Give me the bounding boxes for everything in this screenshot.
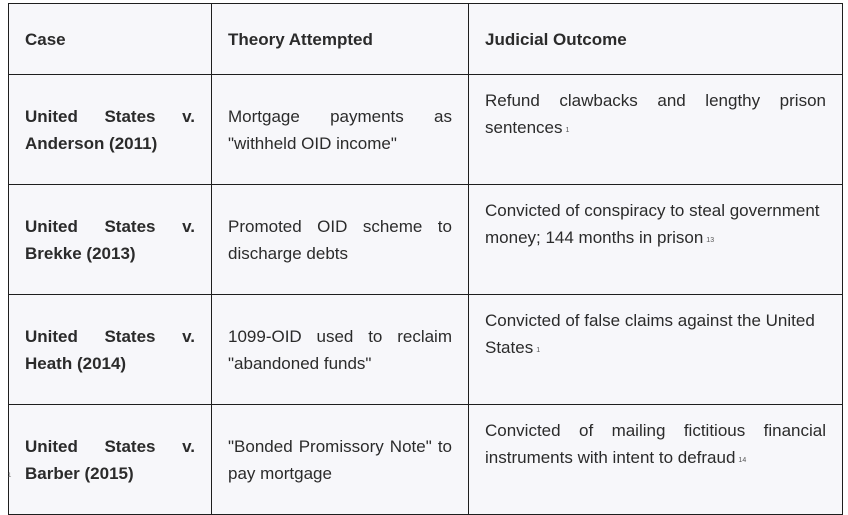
footnote-ref[interactable]: 1 (536, 347, 541, 354)
outcome-text: Convicted of mailing fictitious financial instruments with intent to defraud (485, 421, 826, 467)
table-row (9, 75, 843, 185)
case-cell: United States v. Anderson (2011) (9, 75, 212, 185)
case-cell: United States v. Barber (2015) (9, 405, 212, 515)
header-theory: Theory Attempted (212, 4, 469, 75)
outcome-cell (469, 75, 843, 185)
outcome-text: Convicted of conspiracy to steal government money; 144 months in prison (485, 201, 820, 247)
outcome-cell (469, 295, 843, 405)
header-case: Case (9, 4, 212, 75)
table-row (9, 405, 843, 515)
footnote-ref[interactable]: 13 (706, 237, 715, 244)
case-table (8, 3, 843, 515)
case-cell: United States v. Brekke (2013) (9, 185, 212, 295)
outcome-text: Refund clawbacks and lengthy prison sentences (485, 91, 826, 137)
table-header-row (9, 4, 843, 75)
theory-cell: Mortgage payments as "withheld OID income" (212, 75, 469, 185)
outcome-text: Convicted of false claims against the United States (485, 311, 815, 357)
table-row (9, 185, 843, 295)
footnote-ref[interactable]: 14 (738, 457, 747, 464)
case-cell: United States v. Heath (2014) (9, 295, 212, 405)
theory-cell: 1099-OID used to reclaim "abandoned funds" (212, 295, 469, 405)
theory-cell: "Bonded Promissory Note" to pay mortgage (212, 405, 469, 515)
footnote-mark: 1 (8, 473, 12, 479)
table-row (9, 295, 843, 405)
theory-cell: Promoted OID scheme to discharge debts (212, 185, 469, 295)
header-outcome: Judicial Outcome (469, 4, 843, 75)
outcome-cell (469, 185, 843, 295)
outcome-cell (469, 405, 843, 515)
footnote-ref[interactable]: 1 (565, 127, 570, 134)
